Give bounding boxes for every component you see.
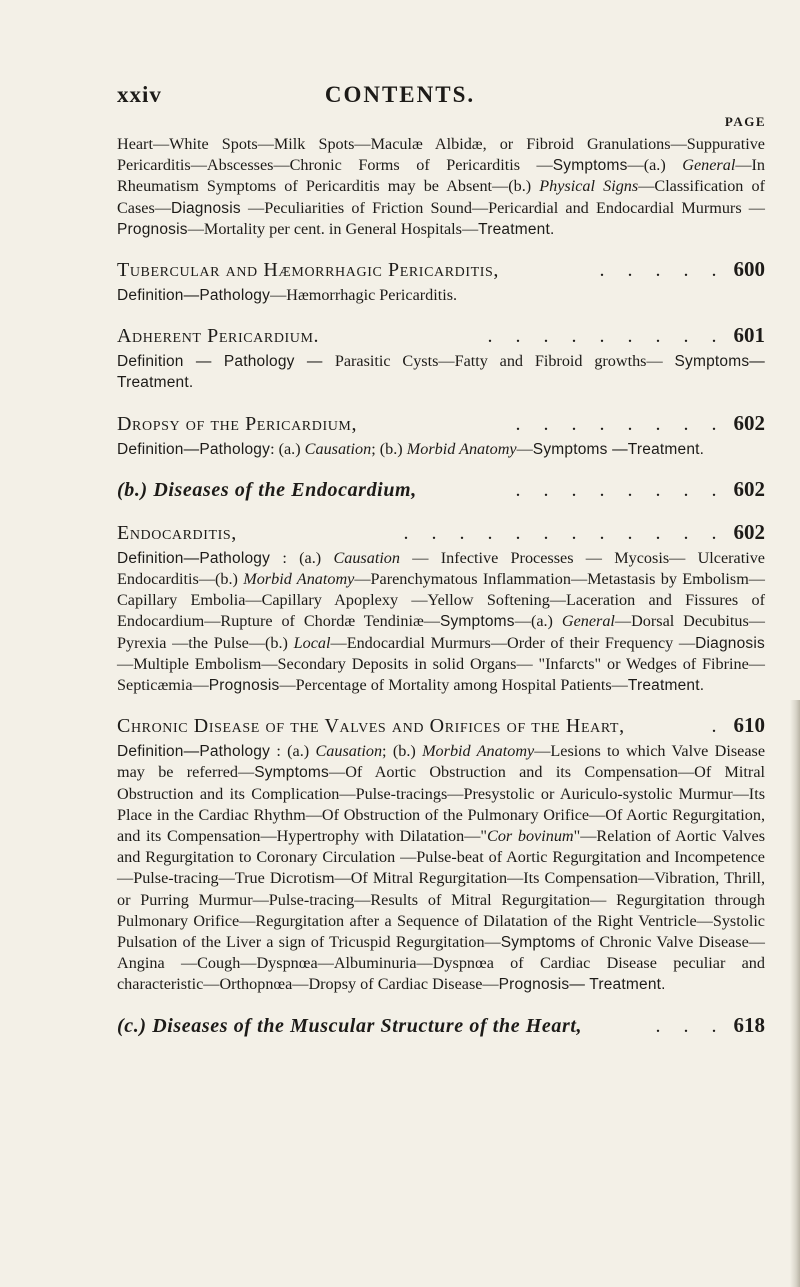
page-edge-shadow [790,700,800,1287]
keyword-text: Definition—Pathology [117,287,271,305]
keyword-text: Symptoms [500,934,576,952]
contents-entry [117,476,765,503]
keyword-text: Treatment. [627,677,705,695]
entry-heading-line [117,519,765,546]
entry-description [117,548,765,696]
entry-description [117,351,765,393]
entry-heading-line [117,476,765,503]
description-text: Heart—White Spots—Milk Spots—Maculæ Albidæ, or Fibroid Granulations—Suppurative Pericarditis—Abscesses—Chronic Forms of Pericarditis — [117,135,765,175]
description-text: —Parenchymatous Inflammation—Metastasis by Embolism—Capillary Embolia—Capillary Apoplexy —Yellow Softening—Laceration and Fissures of Endocardium—Rupture of Chordæ Tendiniæ— [117,570,765,631]
leader-dots: . . . . . . . . . . . . [403,521,726,544]
keyword-text: Symptoms —Treatment. [532,440,705,458]
entry-heading-line [117,410,765,437]
entry-heading-line [117,1012,765,1039]
keyword-text: Prognosis [208,677,280,695]
contents-entry [117,519,765,696]
description-text: : (a.) [270,439,305,458]
leader-dots: . . . . . . . . [515,478,726,501]
keyword-text: Treatment. [478,220,555,238]
contents-entry [117,712,765,995]
keyword-text: Definition—Pathology [117,440,271,458]
italic-text: Cor bovinum [487,827,574,846]
description-text: —In Rheumatism Symptoms of Pericarditis may be Absent—(b.) [117,156,765,196]
entry-page-number: 600 [733,257,765,282]
entry-heading-line [117,256,765,283]
entry-heading: (c.) Diseases of the Muscular Structure of the Heart, [117,1014,583,1037]
contents-entries [117,256,765,1039]
description-text: —Percentage of Mortality among Hospital Patients— [279,676,628,695]
entry-description [117,285,765,306]
italic-text: Causation [333,548,400,567]
description-text: : (a.) [270,742,316,761]
keyword-text: Prognosis [117,220,188,238]
keyword-text: Symptoms [552,157,628,175]
leader-dots: . . . . . . . . [515,412,726,435]
keyword-text: Symptoms [254,764,329,782]
italic-text: Morbid Anatomy [243,570,355,589]
description-text: —Peculiarities of Friction Sound—Pericardial and Endocardial Murmurs — [240,198,765,217]
description-text: —Multiple Embolism—Secondary Deposits in solid Organs— "Infarcts" or Wedges of Fibrine—Septicæmia— [117,654,765,695]
entry-heading: Endocarditis, [117,521,237,544]
description-text: of Chronic Valve Disease—Angina —Cough—Dyspnœa—Albuminuria—Dyspnœa of Cardiac Disease peculiar and characteristic—Orthopnœa—Dropsy of Cardiac Disease— [117,933,765,994]
keyword-text: Diagnosis [695,634,765,652]
keyword-text: Definition — Pathology — [117,353,335,371]
leader-dots: . . . . . [599,259,726,282]
entry-heading-line [117,322,765,349]
description-text: —Hæmorrhagic Pericarditis. [270,286,458,305]
keyword-text: Symptoms [439,613,515,631]
description-text: —(a.) [627,156,683,175]
page-number: xxiv [117,82,162,107]
description-text: "—Relation of Aortic Valves and Regurgitation to Coronary Circulation —Pulse-beat of Aortic Regurgitation and Incompetence—Pulse-tracing—True Dicrotism—Of Mitral Regurgitation—Its Compensation—Vibration, Thrill, or Purring Murmur—Pulse-tracing—Results of Mitral Regurgitation— Regurgitation through Pulmonary Orifice—Regurgitation after a Sequence of Dilatation of the Right Ventricle—Systolic Pulsation of the Liver a sign of Tricuspid Regurgitation— [117,827,766,952]
entry-page-number: 610 [733,713,765,738]
description-text: —Endocardial Murmurs—Order of their Frequency — [330,633,696,652]
description-text: — Infective Processes — Mycosis— Ulcerative Endocarditis—(b.) [117,548,765,589]
keyword-text: Prognosis [498,976,570,994]
entry-page-number: 602 [733,410,765,435]
contents-entry [117,322,765,393]
keyword-text: Definition—Pathology [117,743,271,761]
entry-heading-line [117,712,765,739]
italic-text: Causation [315,742,383,761]
entry-heading: Adherent Pericardium. [117,325,320,348]
leader-dots: . . . . . . . . . [487,325,726,348]
keyword-text: Diagnosis [170,199,241,217]
page-column-label: PAGE [724,114,766,129]
description-text: —Classification of Cases— [117,177,765,217]
description-text: : (a.) [270,548,334,567]
entry-description [117,741,765,995]
lead-paragraph [117,134,765,240]
entry-page-number: 602 [733,476,765,501]
contents-body [117,134,765,1041]
contents-entry [117,410,765,460]
entry-page-number: 602 [733,519,765,544]
keyword-text: Definition—Pathology [117,549,271,567]
description-text: —Mortality per cent. in General Hospitals— [187,219,479,238]
entry-description [117,439,765,460]
leader-dots: . [711,715,726,738]
description-text: —Lesions to which Valve Disease may be referred— [117,742,766,782]
description-text: ; (b.) [382,742,423,761]
italic-text: General [682,156,736,175]
italic-text: General [561,612,615,631]
description-text: Parasitic Cysts—Fatty and Fibroid growths— [334,352,675,371]
keyword-text: Symptoms—Treatment. [117,353,765,392]
entry-page-number: 601 [733,323,765,348]
entry-heading: Dropsy of the Pericardium, [117,412,358,435]
keyword-text: — Treatment. [569,976,666,994]
description-text: —(a.) [514,612,562,631]
italic-text: Morbid Anatomy [422,742,535,761]
italic-text: Physical Signs [539,177,639,196]
leader-dots: . . . [655,1014,726,1037]
italic-text: Causation [304,439,372,458]
contents-entry [117,256,765,306]
page-title: CONTENTS. [324,82,476,107]
italic-text: Local [293,633,331,652]
description-text: —Of Aortic Obstruction and its Compensation—Of Mitral Obstruction and its Complication—Pulse-tracings—Presystolic or Auriculo-systolic Murmur—Its Place in the Cardiac Rhythm—Of Obstruction of the Pulmonary Orifice—Of Aortic Regurgitation, and its Compensation—Hypertrophy with Dilatation—" [117,763,765,846]
contents-entry [117,1012,765,1039]
entry-heading: Chronic Disease of the Valves and Orifices of the Heart, [117,715,625,738]
description-text: — [516,439,533,458]
running-head [0,82,800,112]
entry-heading: Tubercular and Hæmorrhagic Pericarditis, [117,259,500,282]
entry-page-number: 618 [733,1012,765,1037]
italic-text: Morbid Anatomy [406,439,517,458]
description-text: —Dorsal Decubitus—Pyrexia —the Pulse—(b.) [117,612,765,652]
entry-heading: (b.) Diseases of the Endocardium, [117,478,417,501]
description-text: ; (b.) [371,439,407,458]
